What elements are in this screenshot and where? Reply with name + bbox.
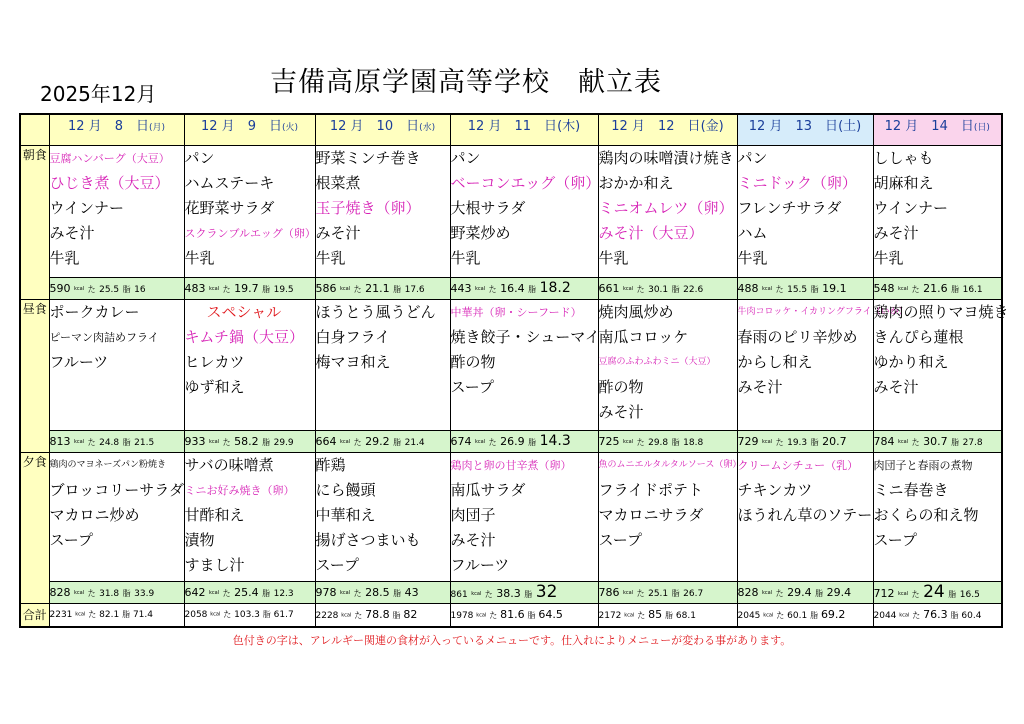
- menu-item: 中華和え: [315, 505, 376, 524]
- menu-item: みそ汁（大豆）: [598, 224, 704, 243]
- total-cell: 1978 kcal た 81.6 脂 64.5: [450, 603, 598, 627]
- menu-cell: [450, 299, 598, 431]
- menu-item: パン: [184, 149, 215, 168]
- totals-row: [20, 603, 1002, 627]
- menu-item: 肉団子: [450, 505, 496, 524]
- menu-item: ミニドック（卵）: [737, 174, 857, 193]
- menu-item: フルーツ: [450, 555, 510, 574]
- menu-cell: [737, 146, 873, 278]
- menu-item: パン: [450, 149, 481, 168]
- menu-item: 酢鶏: [315, 455, 346, 474]
- menu-item: 春雨のピリ辛炒め: [737, 327, 858, 346]
- menu-item: マカロニサラダ: [598, 505, 704, 524]
- menu-item: おくらの和え物: [873, 505, 979, 524]
- menu-item: みそ汁: [450, 530, 496, 549]
- nutrition-cell: 828 kcal た 31.8 脂 33.9: [49, 582, 184, 603]
- menu-item: ミニ春巻き: [873, 480, 949, 499]
- nutrition-cell: 661 kcal た 30.1 脂 22.6: [598, 278, 737, 299]
- menu-item: パン: [737, 149, 768, 168]
- menu-item: 牛乳: [184, 249, 215, 268]
- menu-cell: [598, 452, 742, 582]
- menu-item: サバの味噌煮: [184, 455, 274, 474]
- menu-item: 鶏肉の味噌漬け焼き: [598, 149, 734, 168]
- menu-item: おかか和え: [598, 174, 674, 193]
- menu-item: 根菜煮: [315, 174, 361, 193]
- menu-item: みそ汁: [873, 224, 919, 243]
- date-header: 12 月 9 日(火): [184, 114, 315, 146]
- menu-item: 牛乳: [450, 249, 481, 268]
- menu-cell: [737, 452, 873, 582]
- nutrition-row: [20, 431, 1002, 452]
- menu-table: [19, 113, 1009, 628]
- menu-cell: [315, 452, 450, 582]
- menu-item: からし和え: [737, 352, 813, 371]
- menu-cell: [315, 146, 450, 278]
- nutrition-cell: 861 kcal た 38.3 脂 32: [450, 582, 598, 603]
- menu-item: 酢の物: [450, 352, 496, 371]
- menu-item: 漬物: [184, 530, 215, 549]
- menu-item: 牛乳: [737, 249, 768, 268]
- menu-cell: [184, 452, 315, 582]
- menu-item: 焼き餃子・シューマイ: [450, 327, 600, 346]
- menu-item: 焼肉風炒め: [598, 302, 674, 321]
- menu-item: ほうとう風うどん: [315, 302, 436, 321]
- meal-label: 夕食: [20, 452, 49, 603]
- total-cell: 2228 kcal た 78.8 脂 82: [315, 603, 450, 627]
- date-header-row: [20, 114, 1002, 146]
- menu-item: きんぴら蓮根: [873, 327, 964, 346]
- menu-item: スクランブルエッグ（卵）: [184, 227, 316, 241]
- menu-item: ししゃも: [873, 149, 934, 168]
- menu-cell: [184, 299, 315, 431]
- nutrition-cell: 664 kcal た 29.2 脂 21.4: [315, 431, 450, 452]
- menu-item: マカロニ炒め: [49, 505, 140, 524]
- menu-item: 牛乳: [315, 249, 346, 268]
- menu-item: 花野菜サラダ: [184, 199, 275, 218]
- date-header: 12 月 14 日(日): [873, 114, 1002, 146]
- totals-label: 合計: [20, 603, 49, 627]
- nutrition-cell: 813 kcal た 24.8 脂 21.5: [49, 431, 184, 452]
- nutrition-cell: 828 kcal た 29.4 脂 29.4: [737, 582, 873, 603]
- nutrition-row: [20, 582, 1002, 603]
- menu-item: スープ: [873, 530, 918, 549]
- menu-item: 南瓜コロッケ: [598, 327, 689, 346]
- menu-item: スープ: [315, 555, 360, 574]
- menu-cell: [598, 299, 737, 431]
- menu-item: スープ: [49, 530, 94, 549]
- menu-item: ひじき煮（大豆）: [49, 174, 170, 193]
- nutrition-cell: 784 kcal た 30.7 脂 27.8: [873, 431, 1002, 452]
- menu-item: ゆず和え: [184, 377, 245, 396]
- menu-item: フレンチサラダ: [737, 199, 842, 218]
- menu-item: 中華丼（卵・シーフード）: [450, 305, 582, 319]
- menu-item: 大根サラダ: [450, 199, 526, 218]
- menu-item: 牛乳: [49, 249, 80, 268]
- menu-item: ほうれん草のソテー: [737, 505, 873, 524]
- menu-item: クリームシチュー（乳）: [737, 458, 859, 472]
- menu-item: みそ汁: [49, 224, 95, 243]
- total-cell: 2044 kcal た 76.3 脂 60.4: [873, 603, 1002, 627]
- menu-item: 肉団子と春雨の煮物: [873, 458, 973, 472]
- menu-cell: [873, 299, 1009, 431]
- menu-cell: [737, 299, 908, 431]
- menu-cell: [184, 146, 315, 278]
- nutrition-cell: 642 kcal た 25.4 脂 12.3: [184, 582, 315, 603]
- nutrition-cell: 590 kcal た 25.5 脂 16: [49, 278, 184, 299]
- lunch-row: [20, 299, 1002, 431]
- menu-item: ポークカレー: [49, 302, 140, 321]
- menu-item: 梅マヨ和え: [315, 352, 391, 371]
- total-cell: 2045 kcal た 60.1 脂 69.2: [737, 603, 873, 627]
- menu-item: 野菜炒め: [450, 224, 511, 243]
- nutrition-cell: 443 kcal た 16.4 脂 18.2: [450, 278, 598, 299]
- total-cell: 2172 kcal た 85 脂 68.1: [598, 603, 737, 627]
- menu-item: 白身フライ: [315, 327, 391, 346]
- menu-item: ハム: [737, 224, 768, 243]
- menu-item: ヒレカツ: [184, 352, 245, 371]
- menu-cell: [315, 299, 450, 431]
- menu-item: 南瓜サラダ: [450, 480, 526, 499]
- allergy-note: 色付きの字は、アレルギー関連の食材が入っているメニューです。仕入れによりメニューが変わる事があります。: [232, 634, 792, 647]
- total-cell: 2058 kcal た 103.3 脂 61.7: [184, 603, 315, 627]
- menu-item: ウインナー: [873, 199, 949, 218]
- menu-item: スペシャル: [206, 302, 282, 321]
- menu-item: 鶏肉のマヨネーズパン粉焼き: [49, 459, 167, 470]
- menu-item: ゆかり和え: [873, 352, 949, 371]
- menu-item: ハムステーキ: [184, 174, 275, 193]
- menu-item: みそ汁: [873, 377, 919, 396]
- menu-item: 豆腐ハンバーグ（大豆）: [49, 152, 170, 166]
- date-header: 12 月 11 日(木): [450, 114, 598, 146]
- nutrition-cell: 674 kcal た 26.9 脂 14.3: [450, 431, 598, 452]
- menu-item: みそ汁: [315, 224, 361, 243]
- menu-item: 牛乳: [873, 249, 904, 268]
- menu-item: チキンカツ: [737, 480, 813, 499]
- date-header: 12 月 12 日(金): [598, 114, 737, 146]
- nutrition-cell: 488 kcal た 15.5 脂 19.1: [737, 278, 873, 299]
- nutrition-cell: 712 kcal た 24 脂 16.5: [873, 582, 1002, 603]
- menu-item: ベーコンエッグ（卵）: [450, 174, 601, 193]
- date-header: 12 月 10 日(水): [315, 114, 450, 146]
- menu-item: 牛乳: [598, 249, 629, 268]
- page-title: 吉備高原学園高等学校 献立表: [270, 67, 662, 98]
- menu-cell: [49, 146, 184, 278]
- date-header: 12 月 13 日(土): [737, 114, 873, 146]
- menu-item: フライドポテト: [598, 480, 704, 499]
- menu-item: スープ: [450, 377, 495, 396]
- menu-cell: [49, 299, 184, 431]
- menu-item: すまし汁: [184, 555, 245, 574]
- date-header: 12 月 8 日(月): [49, 114, 184, 146]
- menu-item: 玉子焼き（卵）: [315, 199, 421, 218]
- menu-item: 牛肉コロッケ・イカリングフライ（いか）: [737, 306, 908, 317]
- menu-item: ミニお好み焼き（卵）: [184, 483, 295, 497]
- menu-item: ウインナー: [49, 199, 125, 218]
- menu-cell: [450, 452, 598, 582]
- menu-cell: [873, 452, 1002, 582]
- menu-item: ブロッコリーサラダ: [49, 480, 185, 499]
- nutrition-cell: 786 kcal た 25.1 脂 26.7: [598, 582, 737, 603]
- menu-cell: [450, 146, 601, 278]
- nutrition-cell: 933 kcal た 58.2 脂 29.9: [184, 431, 315, 452]
- menu-item: 鶏肉と卵の甘辛煮（卵）: [450, 458, 572, 472]
- nutrition-cell: 729 kcal た 19.3 脂 20.7: [737, 431, 873, 452]
- menu-item: スープ: [598, 530, 643, 549]
- year-month: 2025年12月: [40, 82, 157, 106]
- menu-cell: [598, 146, 737, 278]
- meal-label: 昼食: [20, 299, 49, 452]
- meal-label: 朝食: [20, 146, 49, 299]
- menu-item: 豆腐のふわふわミニ（大豆）: [598, 356, 716, 367]
- menu-item: ピーマン肉詰めフライ: [49, 330, 159, 344]
- menu-item: 野菜ミンチ巻き: [315, 149, 421, 168]
- nutrition-cell: 725 kcal た 29.8 脂 18.8: [598, 431, 737, 452]
- menu-item: フルーツ: [49, 352, 109, 371]
- dinner-row: [20, 452, 1002, 582]
- nutrition-cell: 586 kcal た 21.1 脂 17.6: [315, 278, 450, 299]
- header-corner: [20, 114, 49, 146]
- menu-cell: [873, 146, 1002, 278]
- menu-item: にら饅頭: [315, 480, 376, 499]
- nutrition-row: [20, 278, 1002, 299]
- menu-item: キムチ鍋（大豆）: [184, 327, 305, 346]
- breakfast-row: [20, 146, 1002, 278]
- menu-item: みそ汁: [737, 377, 783, 396]
- menu-item: 揚げさつまいも: [315, 530, 421, 549]
- menu-cell: [49, 452, 184, 582]
- menu-item: ミニオムレツ（卵）: [598, 199, 734, 218]
- menu-item: 魚のムニエルタルタルソース（卵）: [598, 459, 742, 470]
- menu-item: 甘酢和え: [184, 505, 245, 524]
- menu-item: 鶏肉の照りマヨ焼き: [873, 302, 1009, 321]
- nutrition-cell: 483 kcal た 19.7 脂 19.5: [184, 278, 315, 299]
- menu-item: 胡麻和え: [873, 174, 934, 193]
- menu-item: みそ汁: [598, 402, 644, 421]
- total-cell: 2231 kcal た 82.1 脂 71.4: [49, 603, 184, 627]
- nutrition-cell: 548 kcal た 21.6 脂 16.1: [873, 278, 1002, 299]
- menu-item: 酢の物: [598, 377, 644, 396]
- nutrition-cell: 978 kcal た 28.5 脂 43: [315, 582, 450, 603]
